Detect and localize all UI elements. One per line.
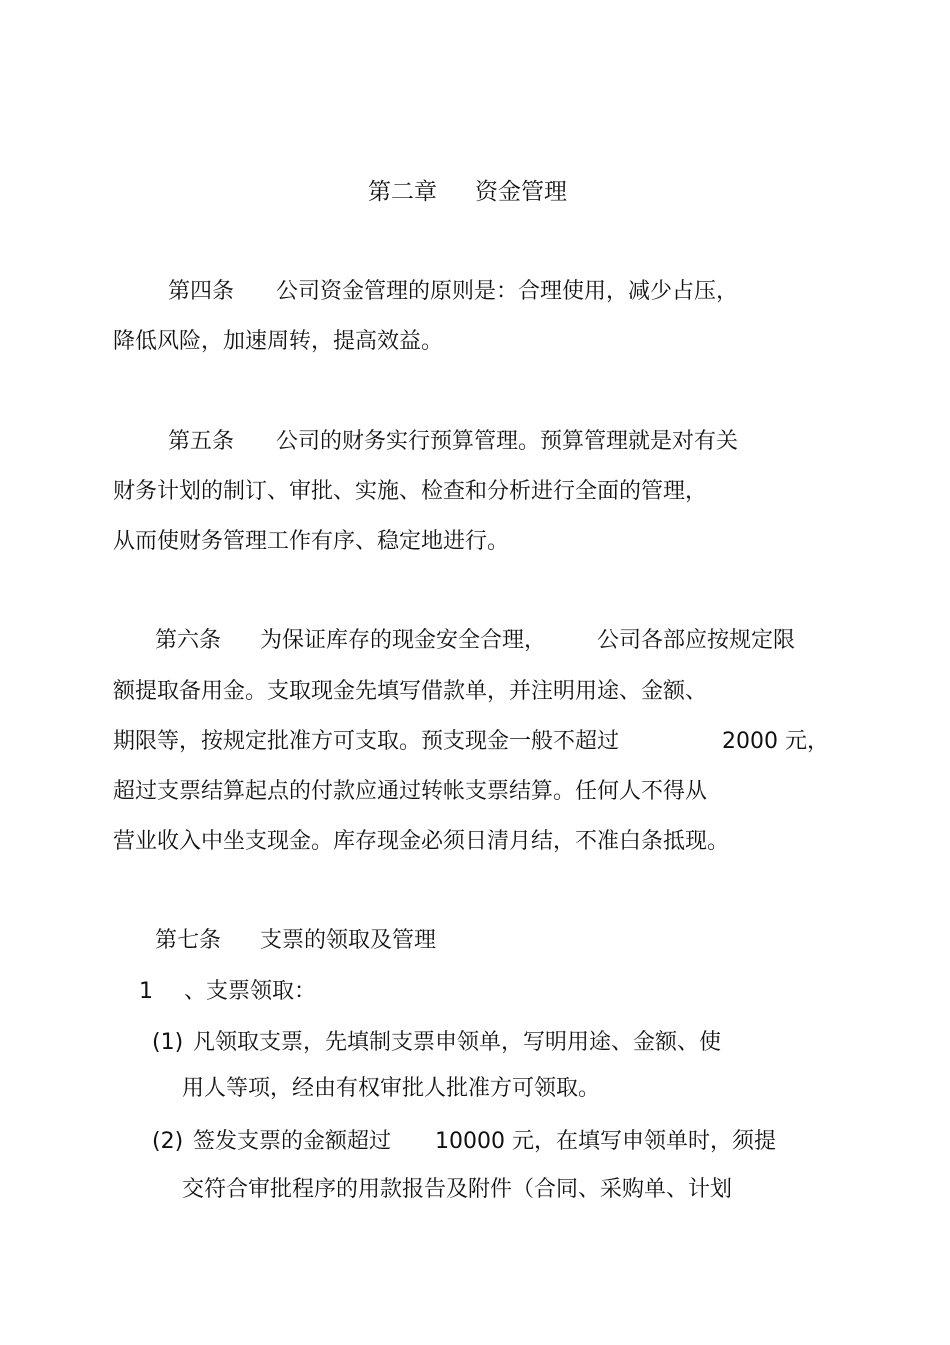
article6-label: 第六条 — [155, 628, 222, 653]
article7-sub1-line2: 用人等项，经由有权审批人批准方可领取。 — [182, 1076, 601, 1101]
article5-line3: 从而使财务管理工作有序、稳定地进行。 — [113, 529, 510, 554]
article5-label: 第五条 — [168, 429, 235, 454]
article6-line4: 超过支票结算起点的付款应通过转帐支票结算。任何人不得从 — [113, 779, 708, 804]
article6-line5: 营业收入中坐支现金。库存现金必须日清月结，不准白条抵现。 — [113, 829, 730, 854]
article6-line3b: 2000 元， — [722, 729, 829, 754]
article4-line1: 公司资金管理的原则是：合理使用，减少占压， — [276, 279, 739, 304]
article7-item1-text: 、支票领取： — [184, 979, 317, 1004]
article7-title: 支票的领取及管理 — [260, 928, 437, 953]
article6-line1a: 为保证库存的现金安全合理， — [260, 628, 547, 653]
chapter-number: 第二章 — [368, 179, 437, 205]
chapter-title: 资金管理 — [475, 179, 567, 205]
article7-sub2-line1a: 签发支票的金额超过 — [193, 1129, 392, 1154]
article7-item1-num: 1 — [139, 979, 153, 1004]
article6-line3a: 期限等，按规定批准方可支取。预支现金一般不超过 — [113, 729, 620, 754]
article7-sub2-num: (2) — [152, 1129, 184, 1154]
article5-line2: 财务计划的制订、审批、实施、检查和分析进行全面的管理， — [113, 479, 708, 504]
article7-sub2-line2: 交符合审批程序的用款报告及附件（合同、采购单、计划 — [182, 1177, 733, 1202]
article7-label: 第七条 — [155, 928, 222, 953]
article6-line2: 额提取备用金。支取现金先填写借款单，并注明用途、金额、 — [113, 679, 708, 704]
article4-label: 第四条 — [168, 279, 235, 304]
article7-sub1-num: (1) — [152, 1030, 184, 1055]
article4-line2: 降低风险，加速周转，提高效益。 — [113, 329, 444, 354]
article7-sub1-line1: 凡领取支票，先填制支票申领单，写明用途、金额、使 — [193, 1030, 722, 1055]
article7-sub2-line1b: 10000 元，在填写申领单时，须提 — [435, 1129, 776, 1154]
article6-line1b: 公司各部应按规定限 — [597, 628, 796, 653]
article5-line1: 公司的财务实行预算管理。预算管理就是对有关 — [276, 429, 739, 454]
